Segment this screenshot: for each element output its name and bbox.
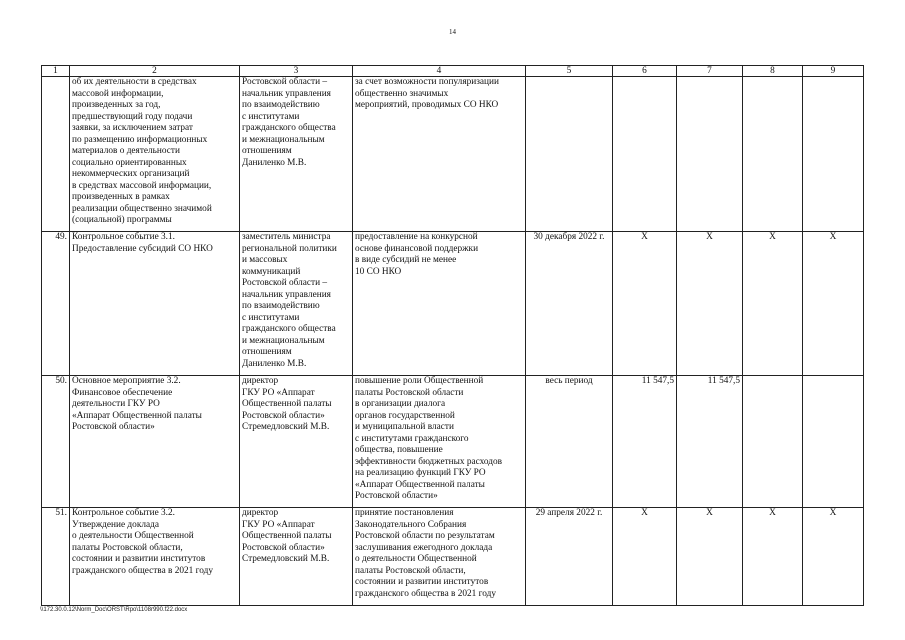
responsible-person: заместитель министра региональной политики и массовых коммуникаций Ростовской области – начальник управления по взаимодействию с институтами гражданского общества и межнациональным отношениям Даниленко М.В. [240,232,353,376]
column-header: 5 [526,66,613,77]
responsible-person: Ростовской области – начальник управления по взаимодействию с институтами гражданского общества и межнациональным отношениям Даниленко М.В. [240,77,353,232]
column-header: 7 [677,66,743,77]
column-header: 8 [743,66,803,77]
value-col8 [743,376,803,508]
page-number: 14 [449,28,456,36]
value-col7 [677,77,743,232]
event-name: Основное мероприятие 3.2. Финансовое обеспечение деятельности ГКУ РО «Аппарат Общественной палаты Ростовской области» [70,376,240,508]
table-row [42,376,864,508]
value-col9 [803,376,864,508]
table-row [42,508,864,606]
program-table [41,65,864,606]
file-path-footer: \\172.30.0.12\Norm_Doc\ORST\Rpo\1108r990.f22.docx [40,607,188,613]
value-col6 [613,77,677,232]
column-header: 4 [353,66,526,77]
column-header: 1 [42,66,70,77]
value-col7: Х [677,232,743,376]
expected-result: повышение роли Общественной палаты Ростовской области в организации диалога органов государственной и муниципальной власти с институтами гражданского общества, повышение эффективности бюджетных расходов на реализацию функций ГКУ РО «Аппарат Общественной палаты Ростовской области» [353,376,526,508]
value-col8: Х [743,232,803,376]
expected-result: принятие постановления Законодательного Собрания Ростовской области по результатам заслушивания ежегодного доклада о деятельности Общественной палаты Ростовской области, состоянии и развитии институтов гражданского общества в 2021 году [353,508,526,606]
row-number [42,77,70,232]
deadline: 29 апреля 2022 г. [526,508,613,606]
column-number-row [42,66,864,77]
responsible-person: директор ГКУ РО «Аппарат Общественной палаты Ростовской области» Стремедловский М.В. [240,508,353,606]
value-col6: Х [613,508,677,606]
event-name: Контрольное событие 3.1. Предоставление субсидий СО НКО [70,232,240,376]
expected-result: за счет возможности популяризации общественно значимых мероприятий, проводимых СО НКО [353,77,526,232]
value-col9: Х [803,508,864,606]
value-col6: Х [613,232,677,376]
column-header: 6 [613,66,677,77]
expected-result: предоставление на конкурсной основе финансовой поддержки в виде субсидий не менее 10 СО НКО [353,232,526,376]
row-number: 51. [42,508,70,606]
table-row [42,77,864,232]
event-name: Контрольное событие 3.2. Утверждение доклада о деятельности Общественной палаты Ростовской области, состоянии и развитии институтов гражданского общества в 2021 году [70,508,240,606]
event-name: об их деятельности в средствах массовой информации, произведенных за год, предшествующий году подачи заявки, за исключением затрат по размещению информационных материалов о деятельности социально ориентированных некоммерческих организаций в средствах массовой информации, произведенных в рамках реализации общественно значимой (социальной) программы [70,77,240,232]
table-row [42,232,864,376]
row-number: 49. [42,232,70,376]
column-header: 2 [70,66,240,77]
value-col9 [803,77,864,232]
value-col8 [743,77,803,232]
column-header: 9 [803,66,864,77]
deadline [526,77,613,232]
deadline: 30 декабря 2022 г. [526,232,613,376]
value-col7: 11 547,5 [677,376,743,508]
value-col7: Х [677,508,743,606]
value-col6: 11 547,5 [613,376,677,508]
value-col9: Х [803,232,864,376]
column-header: 3 [240,66,353,77]
value-col8: Х [743,508,803,606]
responsible-person: директор ГКУ РО «Аппарат Общественной палаты Ростовской области» Стремедловский М.В. [240,376,353,508]
row-number: 50. [42,376,70,508]
deadline: весь период [526,376,613,508]
